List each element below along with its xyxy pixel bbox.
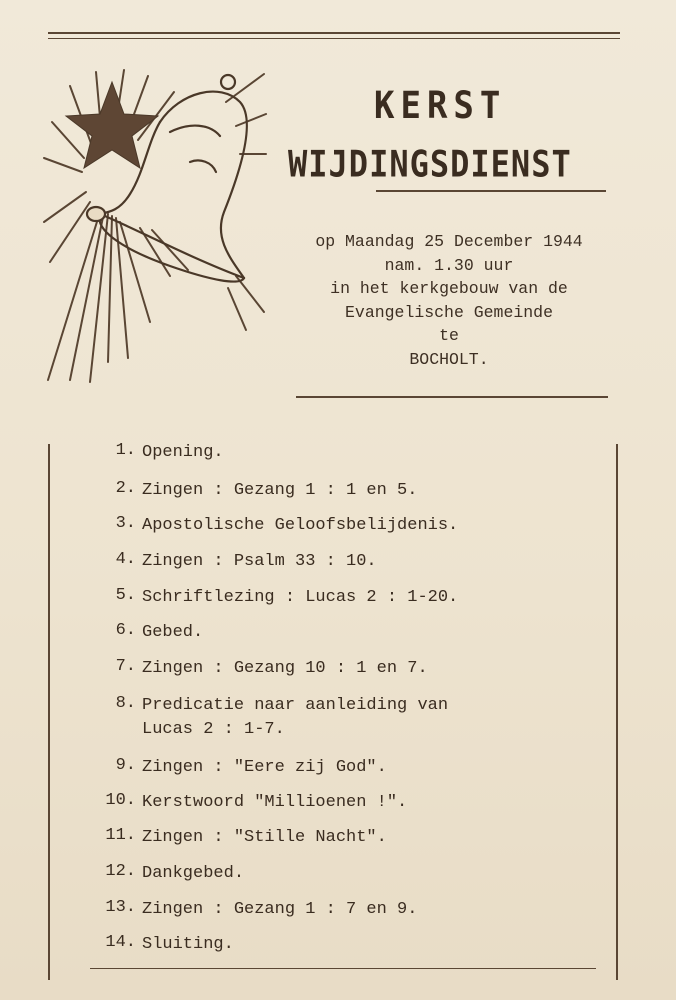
program-item: 13. Zingen : Gezang 1 : 7 en 9. bbox=[105, 898, 418, 919]
title-kerst: KERST bbox=[374, 84, 507, 128]
bell-with-star-icon bbox=[40, 62, 270, 392]
program-item: 9. Zingen : "Eere zij God". bbox=[115, 756, 387, 777]
info-city: BOCHOLT. bbox=[409, 349, 489, 369]
title-underline bbox=[376, 190, 606, 192]
top-rule-second bbox=[48, 38, 620, 39]
service-info bbox=[282, 230, 616, 371]
top-rule bbox=[48, 32, 620, 34]
program-item: 5. Schriftlezing : Lucas 2 : 1-20. bbox=[115, 586, 459, 607]
program-frame-right bbox=[616, 444, 618, 980]
program-item: 1. Opening. bbox=[115, 441, 224, 462]
info-location: in het kerkgebouw van de bbox=[330, 279, 568, 298]
star-icon bbox=[66, 82, 158, 168]
program-item: 2. Zingen : Gezang 1 : 1 en 5. bbox=[115, 479, 418, 500]
program-item: 14. Sluiting. bbox=[105, 933, 234, 954]
program-bottom-rule bbox=[90, 968, 596, 969]
program-item: 11. Zingen : "Stille Nacht". bbox=[105, 826, 387, 847]
program-frame-left bbox=[48, 444, 50, 980]
title-wijdingsdienst: WIJDINGSDIENST bbox=[288, 142, 572, 186]
program-item: 12. Dankgebed. bbox=[105, 862, 245, 883]
program-item: 7. Zingen : Gezang 10 : 1 en 7. bbox=[115, 657, 428, 678]
program-item: 3. Apostolische Geloofsbelijdenis. bbox=[115, 514, 459, 535]
info-date: op Maandag 25 December 1944 bbox=[315, 232, 583, 251]
program-item: 8. Predicatie naar aanleiding van Lucas 2 : 1-7. bbox=[115, 694, 449, 739]
info-divider bbox=[296, 396, 608, 398]
info-congregation: Evangelische Gemeinde bbox=[345, 302, 553, 322]
info-te: te bbox=[439, 326, 459, 345]
program-item: 10. Kerstwoord "Millioenen !". bbox=[105, 791, 408, 812]
program-item: 6. Gebed. bbox=[115, 621, 204, 642]
program-item: 4. Zingen : Psalm 33 : 10. bbox=[115, 550, 377, 571]
info-time: nam. 1.30 uur bbox=[384, 255, 514, 275]
